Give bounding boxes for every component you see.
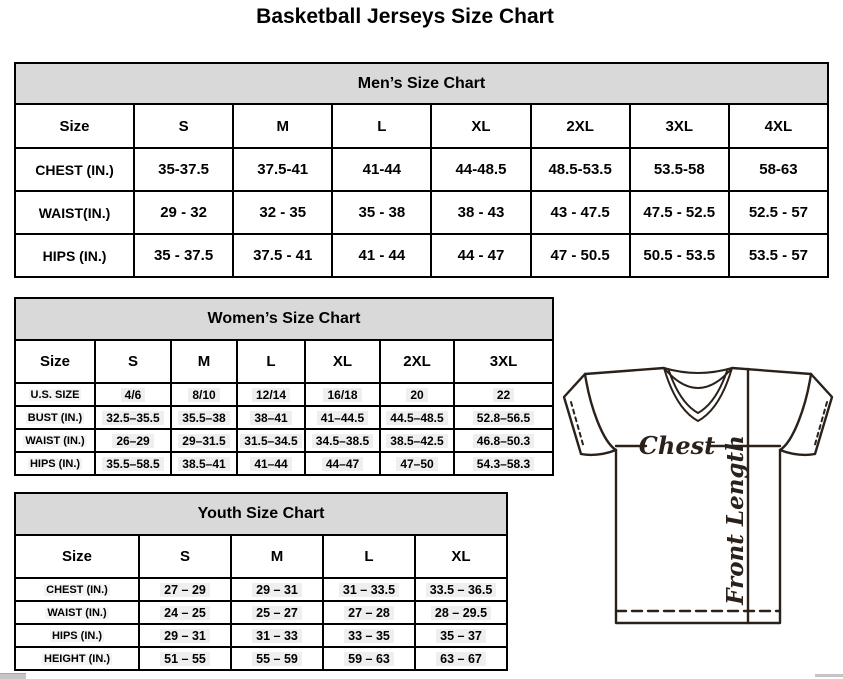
cell-value: 58-63: [729, 148, 828, 191]
youth-table-title: Youth Size Chart: [15, 493, 507, 535]
armhole-seam-right: [780, 374, 811, 450]
womens-header-row: [15, 340, 553, 383]
header-cell: XL: [431, 104, 530, 148]
cell-value: 47.5 - 52.5: [630, 191, 729, 234]
header-cell: S: [139, 535, 231, 578]
cell-value: 55 – 59: [231, 647, 323, 670]
header-cell: 3XL: [454, 340, 553, 383]
row-label: WAIST(IN.): [15, 191, 134, 234]
cell-value: 35 - 37.5: [134, 234, 233, 277]
cell-value: 34.5–38.5: [305, 429, 380, 452]
cell-value: 31.5–34.5: [237, 429, 305, 452]
row-label: HIPS (IN.): [15, 624, 139, 647]
cell-value: 37.5 - 41: [233, 234, 332, 277]
cell-value: 44–47: [305, 452, 380, 475]
header-cell: S: [134, 104, 233, 148]
cell-value: 35 – 37: [415, 624, 507, 647]
cell-value: 38.5–41: [171, 452, 237, 475]
cell-value: 63 – 67: [415, 647, 507, 670]
cell-value: 24 – 25: [139, 601, 231, 624]
youth-header-row: [15, 535, 507, 578]
womens-hips-row: [15, 452, 553, 475]
header-cell: XL: [415, 535, 507, 578]
mens-table-title: Men’s Size Chart: [15, 63, 828, 104]
youth-hips-row: [15, 624, 507, 647]
row-label: CHEST (IN.): [15, 578, 139, 601]
womens-table-title: Women’s Size Chart: [15, 298, 553, 340]
cell-value: 26–29: [95, 429, 171, 452]
row-label: U.S. SIZE: [15, 383, 95, 406]
cell-value: 41–44.5: [305, 406, 380, 429]
cell-value: 29 – 31: [231, 578, 323, 601]
jersey-shoulder-left: [585, 368, 664, 374]
mens-waist-row: [15, 191, 828, 234]
header-cell: 3XL: [630, 104, 729, 148]
cell-value: 25 – 27: [231, 601, 323, 624]
row-label: CHEST (IN.): [15, 148, 134, 191]
womens-ussize-row: [15, 383, 553, 406]
cell-value: 44 - 47: [431, 234, 530, 277]
collar-outline: [664, 368, 732, 421]
cuff-stitch-right: [814, 402, 827, 448]
header-cell: Size: [15, 340, 95, 383]
mens-size-table: [14, 62, 829, 278]
womens-waist-row: [15, 429, 553, 452]
jersey-measurement-diagram: [558, 357, 840, 627]
cell-value: 46.8–50.3: [454, 429, 553, 452]
armhole-seam-left: [585, 374, 616, 450]
cell-value: 59 – 63: [323, 647, 415, 670]
row-label: WAIST (IN.): [15, 601, 139, 624]
cell-value: 51 – 55: [139, 647, 231, 670]
cell-value: 47–50: [380, 452, 454, 475]
cell-value: 27 – 28: [323, 601, 415, 624]
cell-value: 29 - 32: [134, 191, 233, 234]
row-label: BUST (IN.): [15, 406, 95, 429]
cell-value: 29–31.5: [171, 429, 237, 452]
row-label: HIPS (IN.): [15, 234, 134, 277]
row-label: WAIST (IN.): [15, 429, 95, 452]
cell-value: 52.5 - 57: [729, 191, 828, 234]
header-cell: M: [171, 340, 237, 383]
mens-header-row: [15, 104, 828, 148]
cell-value: 29 – 31: [139, 624, 231, 647]
row-label: HEIGHT (IN.): [15, 647, 139, 670]
horizontal-scrollbar-thumb-left[interactable]: [0, 673, 26, 679]
cell-value: 16/18: [305, 383, 380, 406]
header-cell: 4XL: [729, 104, 828, 148]
mens-hips-row: [15, 234, 828, 277]
header-cell: XL: [305, 340, 380, 383]
cell-value: 27 – 29: [139, 578, 231, 601]
front-length-label: Front Length: [722, 435, 749, 605]
header-cell: 2XL: [531, 104, 630, 148]
cell-value: 35.5–38: [171, 406, 237, 429]
cell-value: 41-44: [332, 148, 431, 191]
cell-value: 37.5-41: [233, 148, 332, 191]
cell-value: 35 - 38: [332, 191, 431, 234]
cell-value: 28 – 29.5: [415, 601, 507, 624]
header-cell: M: [233, 104, 332, 148]
header-cell: M: [231, 535, 323, 578]
cell-value: 52.8–56.5: [454, 406, 553, 429]
cell-value: 41–44: [237, 452, 305, 475]
header-cell: Size: [15, 104, 134, 148]
cell-value: 32.5–35.5: [95, 406, 171, 429]
youth-waist-row: [15, 601, 507, 624]
cell-value: 53.5-58: [630, 148, 729, 191]
cell-value: 33 – 35: [323, 624, 415, 647]
cell-value: 48.5-53.5: [531, 148, 630, 191]
header-cell: L: [332, 104, 431, 148]
cell-value: 54.3–58.3: [454, 452, 553, 475]
mens-chest-row: [15, 148, 828, 191]
youth-size-table: [14, 492, 508, 671]
cell-value: 38.5–42.5: [380, 429, 454, 452]
horizontal-scrollbar-thumb-right[interactable]: [815, 674, 843, 677]
cell-value: 47 - 50.5: [531, 234, 630, 277]
header-cell: L: [323, 535, 415, 578]
cell-value: 50.5 - 53.5: [630, 234, 729, 277]
cell-value: 44-48.5: [431, 148, 530, 191]
womens-size-table: [14, 297, 554, 476]
cell-value: 20: [380, 383, 454, 406]
youth-chest-row: [15, 578, 507, 601]
jersey-shoulder-right: [732, 368, 811, 374]
cell-value: 12/14: [237, 383, 305, 406]
jersey-body-outline: [616, 450, 780, 623]
row-label: HIPS (IN.): [15, 452, 95, 475]
cell-value: 43 - 47.5: [531, 191, 630, 234]
page-title: Basketball Jerseys Size Chart: [256, 5, 554, 28]
youth-height-row: [15, 647, 507, 670]
cell-value: 33.5 – 36.5: [415, 578, 507, 601]
cell-value: 22: [454, 383, 553, 406]
header-cell: 2XL: [380, 340, 454, 383]
header-cell: Size: [15, 535, 139, 578]
cell-value: 35.5–58.5: [95, 452, 171, 475]
cell-value: 35-37.5: [134, 148, 233, 191]
cell-value: 31 – 33: [231, 624, 323, 647]
header-cell: S: [95, 340, 171, 383]
cell-value: 44.5–48.5: [380, 406, 454, 429]
chest-label: Chest: [638, 431, 716, 460]
cell-value: 41 - 44: [332, 234, 431, 277]
womens-bust-row: [15, 406, 553, 429]
cell-value: 38 - 43: [431, 191, 530, 234]
cell-value: 4/6: [95, 383, 171, 406]
cell-value: 53.5 - 57: [729, 234, 828, 277]
cell-value: 32 - 35: [233, 191, 332, 234]
cell-value: 38–41: [237, 406, 305, 429]
cell-value: 31 – 33.5: [323, 578, 415, 601]
header-cell: L: [237, 340, 305, 383]
cell-value: 8/10: [171, 383, 237, 406]
